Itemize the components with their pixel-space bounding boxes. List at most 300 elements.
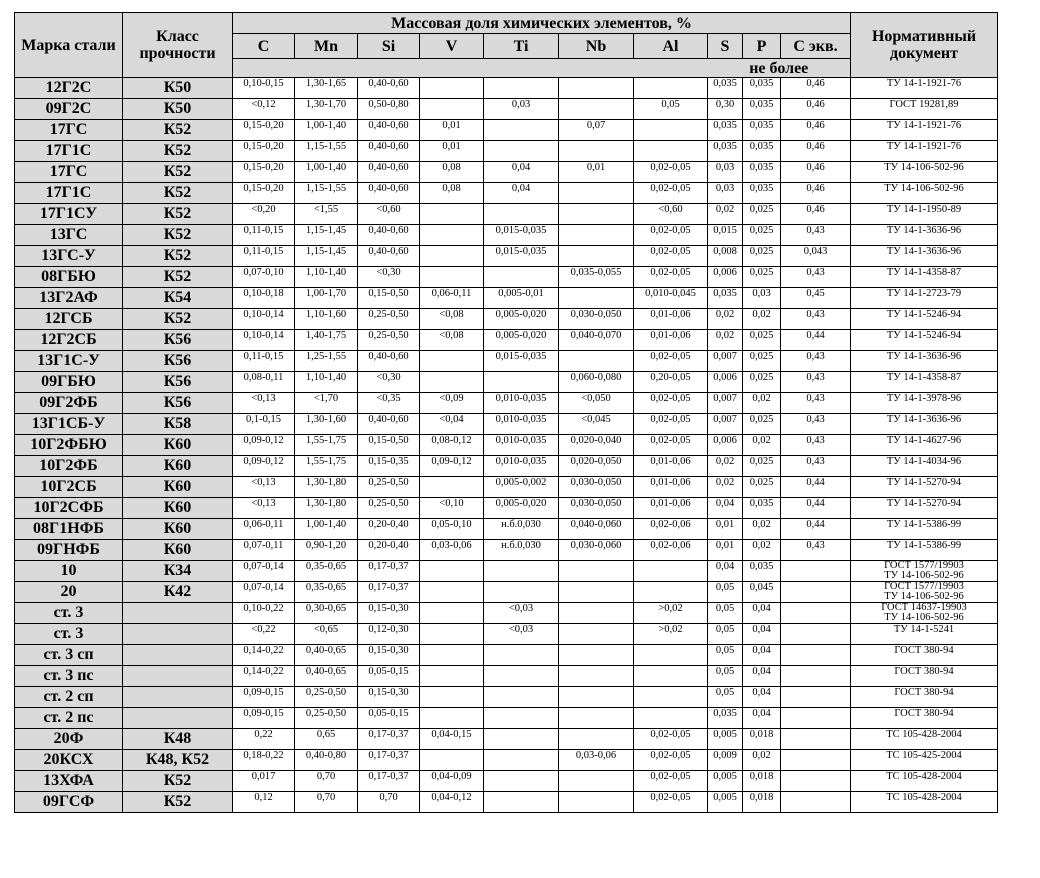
element-value-cell: 0,40-0,60: [358, 162, 420, 183]
element-value-cell: [484, 120, 559, 141]
steel-grade-cell: 08Г1НФБ: [15, 519, 123, 540]
element-value-cell: н.б.0,030: [484, 540, 559, 561]
element-value-cell: 0,04: [743, 645, 781, 666]
steel-grade-cell: ст. 3: [15, 603, 123, 624]
element-header: C: [233, 34, 295, 59]
element-value-cell: 1,25-1,55: [295, 351, 358, 372]
element-value-cell: 0,018: [743, 729, 781, 750]
element-value-cell: <1,70: [295, 393, 358, 414]
steel-grade-cell: 12Г2СБ: [15, 330, 123, 351]
element-value-cell: 0,02-0,05: [634, 771, 708, 792]
element-value-cell: 0,035: [743, 183, 781, 204]
element-value-cell: 1,10-1,40: [295, 372, 358, 393]
element-value-cell: 0,40-0,65: [295, 645, 358, 666]
element-value-cell: 0,50-0,80: [358, 99, 420, 120]
element-value-cell: 0,02-0,05: [634, 414, 708, 435]
strength-class-cell: К54: [123, 288, 233, 309]
element-value-cell: [559, 561, 634, 582]
element-value-cell: [781, 666, 851, 687]
no-more-label: не более: [708, 59, 851, 78]
element-value-cell: 0,43: [781, 393, 851, 414]
element-value-cell: [484, 771, 559, 792]
element-value-cell: 0,25-0,50: [295, 708, 358, 729]
steel-grade-cell: ст. 3 сп: [15, 645, 123, 666]
strength-class-cell: К34: [123, 561, 233, 582]
element-value-cell: 0,045: [743, 582, 781, 603]
element-value-cell: 0,035: [708, 288, 743, 309]
element-value-cell: 0,030-0,050: [559, 498, 634, 519]
element-value-cell: 0,01: [420, 141, 484, 162]
element-value-cell: 0,010-0,035: [484, 456, 559, 477]
element-value-cell: 0,040-0,070: [559, 330, 634, 351]
element-value-cell: [420, 204, 484, 225]
element-value-cell: 0,07-0,10: [233, 267, 295, 288]
normative-doc-cell: ТУ 14-1-4034-96: [851, 456, 998, 477]
element-value-cell: 0,06-0,11: [420, 288, 484, 309]
element-value-cell: <0,30: [358, 372, 420, 393]
table-row: [15, 246, 998, 267]
element-value-cell: [484, 204, 559, 225]
element-value-cell: <0,35: [358, 393, 420, 414]
element-header: Mn: [295, 34, 358, 59]
element-value-cell: 0,015-0,035: [484, 246, 559, 267]
strength-class-cell: К60: [123, 540, 233, 561]
element-value-cell: [420, 624, 484, 645]
element-value-cell: [559, 729, 634, 750]
normative-doc-cell: ТУ 14-106-502-96: [851, 183, 998, 204]
strength-class-cell: К52: [123, 246, 233, 267]
steel-grade-cell: 20: [15, 582, 123, 603]
strength-class-cell: К56: [123, 351, 233, 372]
element-value-cell: 0,005: [708, 792, 743, 813]
element-value-cell: [634, 120, 708, 141]
table-row: [15, 729, 998, 750]
element-value-cell: 0,46: [781, 162, 851, 183]
element-value-cell: 0,30: [708, 99, 743, 120]
normative-doc-cell: ГОСТ 380-94: [851, 645, 998, 666]
steel-grade-cell: 13Г1С-У: [15, 351, 123, 372]
element-value-cell: [559, 99, 634, 120]
element-value-cell: [559, 687, 634, 708]
table-row: [15, 267, 998, 288]
table-row: [15, 582, 998, 603]
element-value-cell: 0,40-0,60: [358, 141, 420, 162]
element-value-cell: [559, 645, 634, 666]
element-value-cell: 0,025: [743, 330, 781, 351]
steel-grade-cell: 09Г2ФБ: [15, 393, 123, 414]
strength-class-cell: [123, 666, 233, 687]
table-row: [15, 183, 998, 204]
normative-doc-cell: ГОСТ 1577/19903 ТУ 14-106-502-96: [851, 561, 998, 582]
element-value-cell: н.б.0,030: [484, 519, 559, 540]
element-value-cell: [559, 351, 634, 372]
element-value-cell: >0,02: [634, 603, 708, 624]
normative-doc-cell: ТУ 14-1-3636-96: [851, 225, 998, 246]
element-value-cell: [781, 708, 851, 729]
element-value-cell: [484, 792, 559, 813]
element-value-cell: 0,018: [743, 771, 781, 792]
element-value-cell: [420, 225, 484, 246]
element-value-cell: 0,03-0,06: [420, 540, 484, 561]
strength-class-cell: К52: [123, 267, 233, 288]
element-value-cell: 0,04: [484, 162, 559, 183]
element-value-cell: 0,02-0,05: [634, 246, 708, 267]
element-value-cell: 0,22: [233, 729, 295, 750]
normative-doc-cell: ТУ 14-1-5241: [851, 624, 998, 645]
element-value-cell: 1,30-1,80: [295, 477, 358, 498]
element-value-cell: 0,43: [781, 540, 851, 561]
element-value-cell: [420, 561, 484, 582]
element-value-cell: [420, 78, 484, 99]
element-value-cell: [559, 288, 634, 309]
element-value-cell: 0,04: [708, 498, 743, 519]
element-value-cell: 0,70: [358, 792, 420, 813]
element-value-cell: 0,44: [781, 498, 851, 519]
element-value-cell: 0,07-0,14: [233, 582, 295, 603]
table-row: [15, 372, 998, 393]
element-value-cell: 0,02: [708, 309, 743, 330]
element-value-cell: 0,90-1,20: [295, 540, 358, 561]
table-body: [15, 78, 998, 813]
element-value-cell: 0,05: [634, 99, 708, 120]
element-value-cell: >0,02: [634, 624, 708, 645]
element-value-cell: [781, 750, 851, 771]
steel-grade-cell: ст. 2 пс: [15, 708, 123, 729]
table-row: [15, 351, 998, 372]
element-value-cell: 0,05: [708, 666, 743, 687]
element-value-cell: [559, 603, 634, 624]
mass-fraction-header: Массовая доля химических элементов, %: [233, 13, 851, 34]
element-value-cell: <0,65: [295, 624, 358, 645]
element-value-cell: 0,01-0,06: [634, 456, 708, 477]
steel-grade-cell: 13ГС: [15, 225, 123, 246]
steel-grade-cell: 20КСХ: [15, 750, 123, 771]
element-value-cell: 0,030-0,060: [559, 540, 634, 561]
normative-doc-cell: ТУ 14-1-5386-99: [851, 519, 998, 540]
strength-class-cell: К50: [123, 99, 233, 120]
element-value-cell: 0,02-0,05: [634, 267, 708, 288]
element-value-cell: [559, 582, 634, 603]
element-value-cell: [781, 792, 851, 813]
element-value-cell: <0,22: [233, 624, 295, 645]
normative-doc-cell: ГОСТ 19281,89: [851, 99, 998, 120]
element-value-cell: 0,035: [743, 561, 781, 582]
header-spacer: [233, 59, 708, 78]
element-header: Ti: [484, 34, 559, 59]
element-value-cell: [420, 687, 484, 708]
element-value-cell: 0,40-0,60: [358, 414, 420, 435]
element-value-cell: <0,03: [484, 624, 559, 645]
element-value-cell: 0,43: [781, 309, 851, 330]
element-value-cell: 0,65: [295, 729, 358, 750]
element-value-cell: [781, 561, 851, 582]
element-value-cell: [559, 624, 634, 645]
element-value-cell: 0,02-0,05: [634, 162, 708, 183]
element-value-cell: 0,05: [708, 582, 743, 603]
element-value-cell: [559, 666, 634, 687]
element-value-cell: 0,14-0,22: [233, 666, 295, 687]
strength-class-cell: К52: [123, 309, 233, 330]
element-value-cell: 0,46: [781, 141, 851, 162]
normative-doc-cell: ТУ 14-1-3636-96: [851, 414, 998, 435]
element-value-cell: 0,060-0,080: [559, 372, 634, 393]
element-value-cell: 0,25-0,50: [358, 309, 420, 330]
element-value-cell: 0,09-0,12: [233, 435, 295, 456]
element-value-cell: 0,08-0,11: [233, 372, 295, 393]
element-value-cell: [781, 603, 851, 624]
element-value-cell: 0,01: [420, 120, 484, 141]
element-value-cell: 0,01-0,06: [634, 498, 708, 519]
element-value-cell: 0,01-0,06: [634, 330, 708, 351]
element-value-cell: [634, 561, 708, 582]
table-row: [15, 519, 998, 540]
element-value-cell: <0,050: [559, 393, 634, 414]
element-value-cell: 1,40-1,75: [295, 330, 358, 351]
table-row: [15, 435, 998, 456]
element-value-cell: 0,15-0,30: [358, 687, 420, 708]
element-value-cell: 0,010-0,045: [634, 288, 708, 309]
element-value-cell: 0,007: [708, 414, 743, 435]
normative-doc-cell: ТУ 14-1-3636-96: [851, 246, 998, 267]
element-value-cell: 0,025: [743, 204, 781, 225]
element-value-cell: 0,09-0,15: [233, 687, 295, 708]
table-row: [15, 561, 998, 582]
element-value-cell: 0,025: [743, 246, 781, 267]
element-value-cell: 0,10-0,15: [233, 78, 295, 99]
element-value-cell: <0,03: [484, 603, 559, 624]
element-header: Si: [358, 34, 420, 59]
element-value-cell: [420, 582, 484, 603]
element-value-cell: 0,03: [484, 99, 559, 120]
element-value-cell: <0,60: [634, 204, 708, 225]
element-value-cell: 0,035: [743, 99, 781, 120]
element-value-cell: 0,05: [708, 687, 743, 708]
table-row: [15, 666, 998, 687]
strength-class-cell: К52: [123, 141, 233, 162]
element-value-cell: 1,15-1,45: [295, 225, 358, 246]
element-value-cell: 0,10-0,14: [233, 330, 295, 351]
element-value-cell: 0,05-0,15: [358, 708, 420, 729]
steel-grade-cell: ст. 2 сп: [15, 687, 123, 708]
element-value-cell: 1,55-1,75: [295, 435, 358, 456]
table-row: [15, 498, 998, 519]
normative-doc-cell: ТС 105-428-2004: [851, 729, 998, 750]
element-value-cell: 0,015-0,035: [484, 225, 559, 246]
steel-grade-cell: 09ГСФ: [15, 792, 123, 813]
element-value-cell: <0,13: [233, 393, 295, 414]
element-value-cell: 1,30-1,70: [295, 99, 358, 120]
element-value-cell: 0,007: [708, 393, 743, 414]
element-value-cell: 0,20-0,05: [634, 372, 708, 393]
normative-doc-cell: ТУ 14-1-1950-89: [851, 204, 998, 225]
element-value-cell: 0,40-0,80: [295, 750, 358, 771]
element-value-cell: 1,30-1,80: [295, 498, 358, 519]
strength-class-cell: К52: [123, 771, 233, 792]
element-value-cell: [634, 708, 708, 729]
element-value-cell: 0,02-0,06: [634, 519, 708, 540]
element-value-cell: 0,17-0,37: [358, 582, 420, 603]
element-value-cell: 0,02: [708, 477, 743, 498]
steel-grade-cell: 13Г2АФ: [15, 288, 123, 309]
element-value-cell: 0,15-0,30: [358, 603, 420, 624]
element-value-cell: 0,05: [708, 603, 743, 624]
element-value-cell: 1,15-1,45: [295, 246, 358, 267]
strength-class-cell: К60: [123, 435, 233, 456]
element-value-cell: 0,18-0,22: [233, 750, 295, 771]
element-value-cell: [634, 582, 708, 603]
strength-class-cell: К56: [123, 330, 233, 351]
normative-doc-cell: ТС 105-428-2004: [851, 771, 998, 792]
normative-doc-cell: ТУ 14-1-5386-99: [851, 540, 998, 561]
element-value-cell: 0,017: [233, 771, 295, 792]
element-value-cell: 0,02: [743, 519, 781, 540]
element-value-cell: 0,46: [781, 204, 851, 225]
element-value-cell: 0,02-0,05: [634, 435, 708, 456]
element-value-cell: 0,008: [708, 246, 743, 267]
element-value-cell: 0,005-0,002: [484, 477, 559, 498]
normative-doc-cell: ТУ 14-1-3978-96: [851, 393, 998, 414]
element-value-cell: [559, 78, 634, 99]
element-value-cell: [634, 141, 708, 162]
table-row: [15, 141, 998, 162]
element-value-cell: 0,035: [743, 120, 781, 141]
element-value-cell: 0,025: [743, 225, 781, 246]
strength-class-cell: [123, 624, 233, 645]
table-row: [15, 414, 998, 435]
element-value-cell: 1,55-1,75: [295, 456, 358, 477]
table-row: [15, 309, 998, 330]
element-value-cell: 1,00-1,40: [295, 519, 358, 540]
strength-class-header: Класс прочности: [123, 13, 233, 78]
element-value-cell: 0,007: [708, 351, 743, 372]
strength-class-cell: [123, 708, 233, 729]
element-value-cell: 0,15-0,20: [233, 120, 295, 141]
element-value-cell: 1,15-1,55: [295, 183, 358, 204]
element-value-cell: 0,17-0,37: [358, 561, 420, 582]
element-value-cell: 0,02: [743, 540, 781, 561]
element-value-cell: [420, 351, 484, 372]
element-value-cell: 0,08: [420, 183, 484, 204]
element-value-cell: [420, 99, 484, 120]
element-header: С экв.: [781, 34, 851, 59]
strength-class-cell: К56: [123, 393, 233, 414]
table-row: [15, 624, 998, 645]
element-header: V: [420, 34, 484, 59]
table-row: [15, 750, 998, 771]
normative-doc-cell: ТУ 14-1-5270-94: [851, 477, 998, 498]
element-value-cell: 0,035: [743, 162, 781, 183]
element-value-cell: 0,006: [708, 267, 743, 288]
table-row: [15, 645, 998, 666]
element-value-cell: 0,02: [743, 750, 781, 771]
table-row: [15, 225, 998, 246]
element-value-cell: [559, 792, 634, 813]
table-row: [15, 708, 998, 729]
element-value-cell: 0,006: [708, 435, 743, 456]
element-value-cell: 0,08-0,12: [420, 435, 484, 456]
element-value-cell: [634, 666, 708, 687]
element-value-cell: 0,010-0,035: [484, 414, 559, 435]
table-row: [15, 330, 998, 351]
table-row: [15, 120, 998, 141]
normative-doc-cell: ТУ 14-1-4358-87: [851, 372, 998, 393]
normative-doc-cell: ТУ 14-1-5246-94: [851, 330, 998, 351]
normative-doc-cell: ТУ 14-1-1921-76: [851, 141, 998, 162]
element-value-cell: 0,005-0,01: [484, 288, 559, 309]
strength-class-cell: К60: [123, 456, 233, 477]
element-value-cell: [559, 708, 634, 729]
element-value-cell: 0,035: [743, 498, 781, 519]
element-value-cell: 0,02: [743, 393, 781, 414]
element-value-cell: 0,25-0,50: [358, 330, 420, 351]
steel-grade-cell: 10Г2СБ: [15, 477, 123, 498]
element-value-cell: 1,00-1,70: [295, 288, 358, 309]
element-value-cell: 0,44: [781, 330, 851, 351]
element-value-cell: 0,70: [295, 792, 358, 813]
element-value-cell: 0,025: [743, 267, 781, 288]
steel-grade-cell: 08ГБЮ: [15, 267, 123, 288]
element-value-cell: <0,13: [233, 477, 295, 498]
element-value-cell: <0,13: [233, 498, 295, 519]
element-value-cell: 0,20-0,40: [358, 519, 420, 540]
steel-grade-cell: 17Г1С: [15, 183, 123, 204]
element-value-cell: 0,43: [781, 351, 851, 372]
element-value-cell: [484, 78, 559, 99]
element-value-cell: 0,020-0,050: [559, 456, 634, 477]
element-value-cell: 0,05: [708, 645, 743, 666]
element-value-cell: <0,04: [420, 414, 484, 435]
table-row: [15, 393, 998, 414]
steel-grade-cell: 13Г1СБ-У: [15, 414, 123, 435]
element-value-cell: 0,035: [708, 708, 743, 729]
table-row: [15, 204, 998, 225]
element-value-cell: [484, 267, 559, 288]
normative-doc-cell: ГОСТ 380-94: [851, 666, 998, 687]
element-value-cell: [781, 687, 851, 708]
steel-grade-cell: 12Г2С: [15, 78, 123, 99]
normative-doc-cell: ТУ 14-1-5246-94: [851, 309, 998, 330]
element-value-cell: 1,00-1,40: [295, 162, 358, 183]
element-value-cell: [484, 666, 559, 687]
element-value-cell: [781, 645, 851, 666]
strength-class-cell: К48: [123, 729, 233, 750]
element-value-cell: 0,45: [781, 288, 851, 309]
element-value-cell: 0,025: [743, 477, 781, 498]
element-value-cell: [634, 645, 708, 666]
element-value-cell: 0,005-0,020: [484, 309, 559, 330]
element-value-cell: <1,55: [295, 204, 358, 225]
element-value-cell: 0,03-0,06: [559, 750, 634, 771]
element-value-cell: 0,010-0,035: [484, 435, 559, 456]
grade-header: Марка стали: [15, 13, 123, 78]
element-value-cell: <0,10: [420, 498, 484, 519]
element-value-cell: 0,015-0,035: [484, 351, 559, 372]
table-row: [15, 603, 998, 624]
element-value-cell: 0,04: [484, 183, 559, 204]
element-value-cell: [559, 204, 634, 225]
strength-class-cell: К58: [123, 414, 233, 435]
strength-class-cell: К52: [123, 792, 233, 813]
element-value-cell: 0,05-0,15: [358, 666, 420, 687]
element-value-cell: [781, 771, 851, 792]
element-value-cell: 0,025: [743, 372, 781, 393]
element-value-cell: 1,10-1,40: [295, 267, 358, 288]
steel-grade-cell: 09ГНФБ: [15, 540, 123, 561]
element-value-cell: 0,08: [420, 162, 484, 183]
element-value-cell: [634, 687, 708, 708]
element-value-cell: 0,035: [743, 78, 781, 99]
element-value-cell: 0,02-0,05: [634, 729, 708, 750]
